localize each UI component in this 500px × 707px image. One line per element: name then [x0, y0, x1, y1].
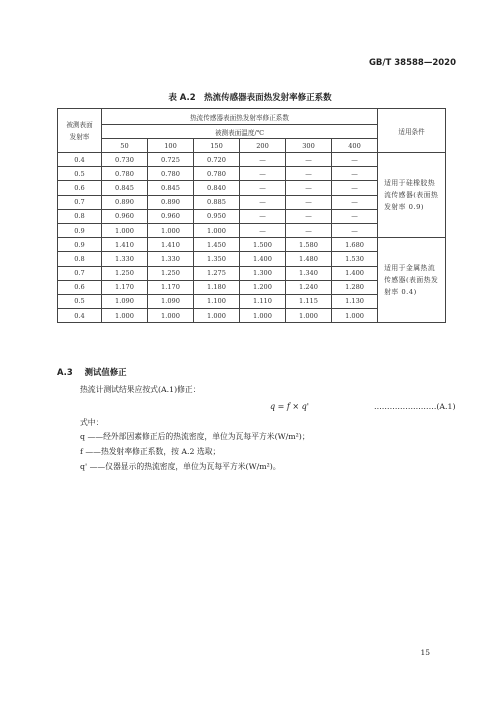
coefficient-cell: — [286, 153, 332, 167]
coefficient-cell: 1.115 [286, 294, 332, 308]
section-intro: 热流计测试结果应按式(A.1)修正： [80, 385, 201, 394]
condition-header: 适用条件 [378, 109, 446, 153]
coefficient-cell: — [240, 195, 286, 209]
coefficient-cell: 1.240 [286, 280, 332, 294]
group-header: 热流传感器表面热发射率修正系数 [102, 109, 378, 125]
coefficient-cell: 1.500 [240, 238, 286, 252]
coefficient-cell: — [240, 209, 286, 223]
coefficient-cell: 1.000 [102, 309, 148, 323]
coefficient-cell: 1.280 [332, 280, 378, 294]
coefficient-cell: 0.725 [148, 153, 194, 167]
coefficient-cell: 1.330 [102, 252, 148, 266]
coefficient-cell: 0.730 [102, 153, 148, 167]
emissivity-cell: 0.5 [58, 167, 102, 181]
coefficient-cell: 1.275 [194, 266, 240, 280]
coefficient-cell: 1.100 [194, 294, 240, 308]
coefficient-cell: 1.410 [102, 238, 148, 252]
standard-code: GB/T 38588—2020 [368, 58, 456, 68]
coefficient-cell: 1.170 [148, 280, 194, 294]
section-number: A.3 [57, 367, 73, 377]
coefficient-cell: 1.480 [286, 252, 332, 266]
coefficient-cell: — [240, 153, 286, 167]
coefficient-cell: 0.780 [194, 167, 240, 181]
coefficient-cell: 0.780 [102, 167, 148, 181]
coefficient-cell: 0.890 [148, 195, 194, 209]
coefficient-cell: 1.300 [240, 266, 286, 280]
coefficient-cell: 0.720 [194, 153, 240, 167]
coefficient-cell: 1.110 [240, 294, 286, 308]
condition-cell: 适用于硅橡胶热流传感器(表面热发射率 0.9) [378, 153, 446, 238]
coefficient-cell: 1.000 [194, 223, 240, 237]
coefficient-cell: — [240, 167, 286, 181]
coefficient-cell: 1.000 [148, 223, 194, 237]
coefficient-cell: 0.780 [148, 167, 194, 181]
coefficient-cell: 1.350 [194, 252, 240, 266]
temp-col-header: 100 [148, 139, 194, 153]
temp-col-header: 200 [240, 139, 286, 153]
emissivity-cell: 0.9 [58, 238, 102, 252]
condition-cell: 适用于金属热流传感器(表面热发射率 0.4) [378, 238, 446, 323]
coefficient-cell: — [332, 181, 378, 195]
emissivity-cell: 0.7 [58, 266, 102, 280]
emissivity-cell: 0.4 [58, 309, 102, 323]
definition-q: q ——经外部因素修正后的热流密度，单位为瓦每平方米(W/m²)； [80, 432, 310, 441]
table-title: 表 A.2 热流传感器表面热发射率修正系数 [168, 93, 332, 103]
coefficient-cell: — [332, 223, 378, 237]
coefficient-cell: 1.000 [286, 309, 332, 323]
coefficient-cell: — [332, 167, 378, 181]
coefficient-cell: 0.845 [102, 181, 148, 195]
coefficient-cell: 1.000 [194, 309, 240, 323]
emissivity-cell: 0.8 [58, 252, 102, 266]
coefficient-cell: 1.450 [194, 238, 240, 252]
coefficient-cell: 1.170 [102, 280, 148, 294]
correction-table [57, 108, 446, 323]
coefficient-cell: — [240, 181, 286, 195]
temp-col-header: 300 [286, 139, 332, 153]
section-title: 测试值修正 [84, 367, 127, 377]
coefficient-cell: 1.000 [148, 309, 194, 323]
emissivity-cell: 0.4 [58, 153, 102, 167]
coefficient-cell: 1.000 [102, 223, 148, 237]
coefficient-cell: 1.090 [102, 294, 148, 308]
equation-label: ……………………(A.1) [374, 402, 456, 411]
page-number: 15 [420, 648, 430, 657]
coefficient-cell: — [286, 167, 332, 181]
coefficient-cell: 1.090 [148, 294, 194, 308]
coefficient-cell: 1.250 [102, 266, 148, 280]
emissivity-cell: 0.9 [58, 223, 102, 237]
coefficient-cell: 1.340 [286, 266, 332, 280]
coefficient-cell: 1.000 [240, 309, 286, 323]
coefficient-cell: — [286, 195, 332, 209]
coefficient-cell: 0.960 [102, 209, 148, 223]
emissivity-header: 被测表面发射率 [58, 109, 102, 153]
formula: q = f × q' [270, 402, 309, 411]
coefficient-cell: — [332, 195, 378, 209]
coefficient-cell: 1.400 [332, 266, 378, 280]
coefficient-cell: 1.580 [286, 238, 332, 252]
coefficient-cell: 1.400 [240, 252, 286, 266]
coefficient-cell: 1.530 [332, 252, 378, 266]
section-heading [57, 366, 127, 378]
coefficient-cell: 1.680 [332, 238, 378, 252]
coefficient-cell: 1.130 [332, 294, 378, 308]
coefficient-cell: — [286, 181, 332, 195]
coefficient-cell: 1.180 [194, 280, 240, 294]
coefficient-cell: 0.950 [194, 209, 240, 223]
temp-col-header: 150 [194, 139, 240, 153]
coefficient-cell: 0.885 [194, 195, 240, 209]
emissivity-cell: 0.7 [58, 195, 102, 209]
coefficient-cell: — [332, 209, 378, 223]
temp-header: 被测表面温度/℃ [102, 125, 378, 139]
coefficient-cell: — [240, 223, 286, 237]
emissivity-cell: 0.6 [58, 181, 102, 195]
coefficient-cell: — [286, 209, 332, 223]
coefficient-cell: 0.890 [102, 195, 148, 209]
coefficient-cell: 1.410 [148, 238, 194, 252]
definition-q-prime: q' ——仪器显示的热流密度，单位为瓦每平方米(W/m²)。 [80, 462, 281, 471]
coefficient-cell: — [332, 153, 378, 167]
table-row [58, 238, 446, 252]
temp-col-header: 400 [332, 139, 378, 153]
emissivity-cell: 0.6 [58, 280, 102, 294]
coefficient-cell: 0.960 [148, 209, 194, 223]
table-row [58, 153, 446, 167]
coefficient-cell: 0.845 [148, 181, 194, 195]
definition-f: f ——热发射率修正系数，按 A.2 选取； [80, 447, 221, 456]
coefficient-cell: 0.840 [194, 181, 240, 195]
emissivity-cell: 0.8 [58, 209, 102, 223]
coefficient-cell: 1.200 [240, 280, 286, 294]
coefficient-cell: 1.250 [148, 266, 194, 280]
coefficient-cell: 1.330 [148, 252, 194, 266]
coefficient-cell: — [286, 223, 332, 237]
emissivity-cell: 0.5 [58, 294, 102, 308]
temp-col-header: 50 [102, 139, 148, 153]
coefficient-cell: 1.000 [332, 309, 378, 323]
where-label: 式中： [80, 418, 104, 427]
